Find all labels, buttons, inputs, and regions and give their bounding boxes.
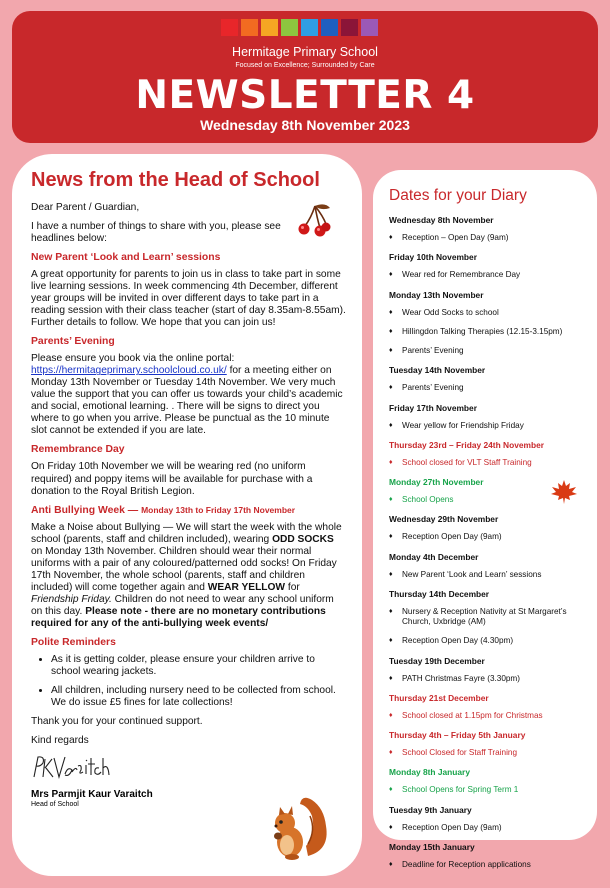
ab-part-a: Make a Noise about Bullying — We will start the week with the whole school (parents, staff and children included), wearing (31, 521, 342, 545)
anti-bullying-dates: Monday 13th to Friday 17th November (141, 504, 296, 515)
diamond-bullet-icon: ♦ (389, 749, 393, 756)
diary-entry-text: PATH Christmas Fayre (3.30pm) (402, 673, 520, 683)
diary-date: Friday 17th November (389, 402, 477, 413)
greeting: Dear Parent / Guardian, (31, 202, 140, 213)
diary-entry-text: School closed at 1.15pm for Christmas (402, 710, 543, 720)
parents-evening-text (31, 353, 347, 437)
diary-entry-text: Hillingdon Talking Therapies (12.15-3.15pm) (402, 326, 563, 336)
diary-date: Thursday 4th – Friday 5th January (389, 730, 526, 740)
diary-date: Monday 4th December (389, 551, 479, 562)
diary-entry (389, 607, 594, 628)
diary-date: Wednesday 29th November (389, 514, 499, 525)
colour-swatch (301, 19, 318, 36)
handwritten-signature (31, 754, 347, 785)
diary-entry-text: School Opens for Spring Term 1 (402, 785, 519, 795)
diary-entry-text: Wear red for Remembrance Day (402, 270, 521, 280)
diary-entry-text: Nursery & Reception Nativity at St Margaret’s Church, Uxbridge (AM) (402, 606, 567, 626)
diary-entry (389, 711, 594, 721)
newsletter-title: NEWSLETTER 4 (135, 73, 475, 118)
diary-entry-text: School Opens (402, 495, 454, 504)
colour-swatch (261, 19, 278, 36)
reminders-list (31, 654, 347, 709)
diary-title: Dates for your Diary (389, 187, 527, 204)
section-heading-reminders: Polite Reminders (31, 636, 116, 648)
diary-entry-text: Reception Open Day (9am) (402, 532, 502, 542)
ab-wear-yellow: WEAR YELLOW (207, 581, 286, 593)
parents-evening-text-end: for a meeting either on Monday 13th November or Tuesday 14th November. We very much value the support that you can offer us towards your child’s academic and social, emotional learning. . There will be signs to direct you where to go when you arrive. Please be punctual as the 10 minute slot cannot be extended if you are late. (31, 365, 343, 437)
diamond-bullet-icon: ♦ (389, 496, 393, 503)
parents-evening-text-start: Please ensure you book via the online portal: (31, 353, 235, 365)
regards-text: Kind regards (31, 735, 89, 746)
diamond-bullet-icon: ♦ (389, 271, 393, 279)
diary-entry-text: Reception Open Day (4.30pm) (402, 636, 514, 646)
colour-swatch (321, 19, 338, 36)
diamond-bullet-icon: ♦ (389, 860, 393, 868)
diamond-bullet-icon: ♦ (389, 421, 393, 429)
diary-entry (389, 785, 594, 795)
colour-swatch-bar (221, 19, 378, 36)
section-heading-look-and-learn: New Parent ‘Look and Learn’ sessions (31, 252, 221, 264)
diary-date: Tuesday 19th December (389, 655, 485, 666)
diary-entry-text: Wear yellow for Friendship Friday (402, 420, 524, 430)
diamond-bullet-icon: ♦ (389, 458, 393, 466)
diary-date: Tuesday 14th November (389, 365, 486, 376)
diary-entry (389, 233, 594, 243)
school-name: Hermitage Primary School (232, 45, 378, 59)
diary-entry (389, 458, 594, 468)
intro-text: I have a number of things to share with you, please see headlines below: (31, 221, 281, 245)
colour-swatch (361, 19, 378, 36)
newsletter-date: Wednesday 8th November 2023 (200, 117, 410, 133)
colour-swatch (281, 19, 298, 36)
panel-title: News from the Head of School (31, 169, 320, 191)
diary-date: Monday 8th January (389, 767, 470, 778)
diamond-bullet-icon: ♦ (389, 786, 393, 794)
signatory-role: Head of School (31, 801, 79, 809)
diary-entry (389, 421, 594, 431)
diamond-bullet-icon: ♦ (389, 384, 393, 392)
ab-friendship-friday: Friendship Friday. (31, 593, 112, 605)
diary-entry-text: School Closed for Staff Training (402, 748, 517, 757)
colour-swatch (241, 19, 258, 36)
diamond-bullet-icon: ♦ (389, 607, 393, 615)
diary-entry (389, 748, 594, 758)
diary-date: Thursday 23rd – Friday 24th November (389, 439, 544, 450)
diary-date: Monday 15th January (389, 841, 475, 852)
diary-entry (389, 532, 594, 542)
diary-date: Thursday 14th December (389, 588, 490, 599)
list-item: • All children, including nursery need to be collected from school. We do issue £5 fines for late collections! (51, 685, 347, 709)
diary-entry (389, 383, 594, 393)
diary-date: Monday 13th November (389, 289, 484, 300)
diary-date: Friday 10th November (389, 252, 477, 263)
booking-portal-link[interactable]: https://hermitageprimary.schoolcloud.co.uk/ (31, 365, 227, 377)
diamond-bullet-icon: ♦ (389, 327, 393, 335)
newsletter-header (12, 11, 598, 143)
diamond-bullet-icon: ♦ (389, 823, 393, 831)
diary-date: Monday 27th November (389, 477, 484, 487)
diary-entry (389, 674, 594, 684)
diary-entry (389, 860, 594, 870)
diary-date: Thursday 21st December (389, 692, 489, 703)
section-heading-remembrance: Remembrance Day (31, 444, 125, 456)
diamond-bullet-icon: ♦ (389, 570, 393, 578)
list-item: • As it is getting colder, please ensure your children arrive to school wearing jackets. (51, 654, 347, 678)
diary-entry-text: Parents’ Evening (402, 346, 464, 355)
anti-bullying-text (31, 522, 347, 630)
section-heading-parents-evening: Parents’ Evening (31, 336, 115, 348)
diary-entry-text: Parents’ Evening (402, 383, 464, 393)
look-and-learn-text: A great opportunity for parents to join us in class to take part in some live learning sessions. In week commencing 4th December, different year groups will be invited in over different days to take part in a reading session with their class teacher (start of day 8.35am-8.55am). Further details to follow. We hope that you can join us! (31, 269, 346, 329)
diary-list (389, 215, 594, 879)
maple-leaf-icon (550, 479, 578, 510)
diary-entry-text: Reception – Open Day (9am) (402, 233, 509, 242)
diamond-bullet-icon: ♦ (389, 234, 393, 241)
signatory-name: Mrs Parmjit Kaur Varaitch (31, 789, 153, 801)
diary-date: Tuesday 9th January (389, 804, 472, 815)
ab-part-e: for (285, 581, 300, 593)
diamond-bullet-icon: ♦ (389, 674, 393, 682)
ab-please-note: Please note - there are no monetary contributions required for any of the anti-bullying week events/ (31, 605, 326, 629)
thanks-text: Thank you for your continued support. (31, 715, 203, 727)
diary-entry-text: School closed for VLT Staff Training (402, 457, 532, 467)
remembrance-text: On Friday 10th November we will be wearing red (no uniform required) and poppy items will be available for purchase with a donation to the Royal British Legion. (31, 461, 313, 497)
diary-entry (389, 270, 594, 280)
diary-entry (389, 570, 594, 580)
diary-entry (389, 308, 594, 318)
diamond-bullet-icon: ♦ (389, 637, 393, 645)
anti-bullying-heading: Anti Bullying Week — (31, 504, 142, 516)
diary-entry (389, 327, 594, 337)
cherries-icon (293, 202, 333, 245)
ab-part-c: on Monday 13th November. Children should wear their normal uniforms with a pair of any coloured/patterned odd socks! On Friday 17th November, the whole school (parents, staff and children included) will come together again and (31, 545, 337, 593)
diamond-bullet-icon: ♦ (389, 308, 393, 316)
section-heading-anti-bullying (31, 505, 347, 516)
head-of-school-panel (12, 154, 362, 876)
school-motto: Focused on Excellence; Surrounded by Care (235, 62, 375, 69)
diary-entry-text: New Parent ‘Look and Learn’ sessions (402, 569, 542, 579)
colour-swatch (221, 19, 238, 36)
ab-part-g: Children do not need to wear any school uniform on this day. (31, 593, 334, 617)
ab-odd-socks: ODD SOCKS (272, 533, 334, 545)
squirrel-icon (268, 790, 330, 867)
diary-entry-text: Wear Odd Socks to school (402, 307, 499, 317)
diary-entry-text: Reception Open Day (9am) (402, 822, 502, 832)
diary-entry (389, 823, 594, 833)
diary-entry (389, 346, 594, 356)
diary-entry-text: Deadline for Reception applications (402, 859, 531, 869)
diary-date: Wednesday 8th November (389, 215, 494, 225)
diamond-bullet-icon: ♦ (389, 711, 393, 719)
colour-swatch (341, 19, 358, 36)
diary-entry (389, 636, 594, 646)
diamond-bullet-icon: ♦ (389, 347, 393, 354)
diamond-bullet-icon: ♦ (389, 533, 393, 541)
